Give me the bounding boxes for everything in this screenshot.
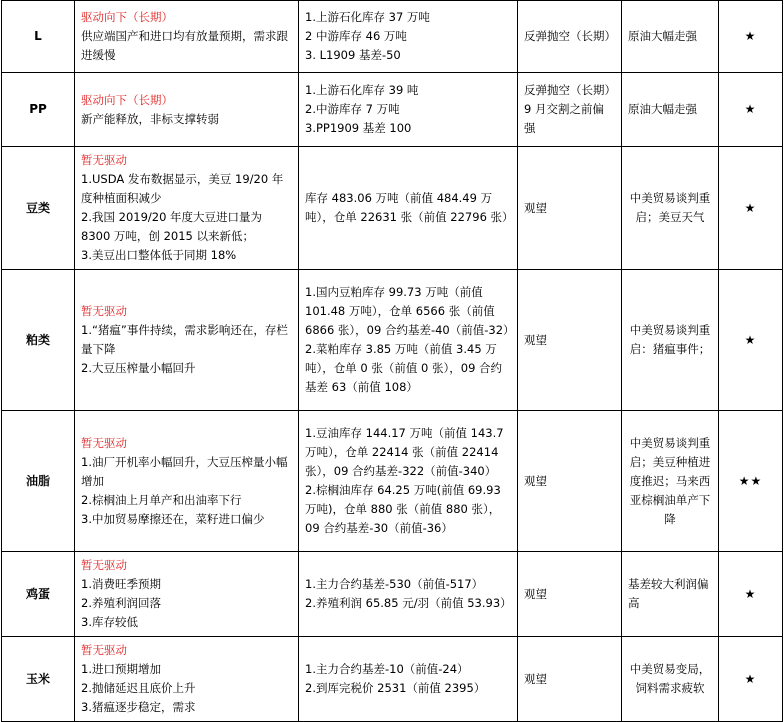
table-row <box>2 73 783 147</box>
table-body <box>2 1 783 722</box>
strategy-line: 反弹抛空（长期）9 月交割之前偏强 <box>524 83 611 135</box>
data-cell <box>299 147 518 270</box>
data-cell <box>299 1 518 73</box>
variety-cell: 鸡蛋 <box>2 552 75 637</box>
strategy-line: 观望 <box>524 671 547 686</box>
logic-line: 1.“猪瘟”事件持续，需求影响还在，存栏量下降 <box>81 323 288 356</box>
variety-cell: L <box>2 1 75 73</box>
data-line: 1.豆油库存 144.17 万吨（前值 143.7 万吨），仓单 22414 张（前值 22414 张），09 合约基差-322（前值-340） <box>305 426 504 478</box>
data-line: 2.养殖利润 65.85 元/羽（前值 53.93） <box>305 596 512 610</box>
strategy-line: 观望 <box>524 473 547 488</box>
driver-label: 暂无驱动 <box>81 558 127 572</box>
data-line: 1.上游石化库存 37 万吨 <box>305 10 430 24</box>
data-line: 3.PP1909 基差 100 <box>305 121 412 135</box>
variety-cell: 粕类 <box>2 270 75 411</box>
risk-cell <box>622 73 719 147</box>
rating-stars: ★ <box>719 73 783 147</box>
risk-cell <box>622 270 719 411</box>
strategy-cell <box>518 1 622 73</box>
risk-line: 中美贸易谈判重启：猪瘟事件； <box>629 323 711 356</box>
variety-cell: 油脂 <box>2 411 75 552</box>
logic-line: 1.油厂开机率小幅回升，大豆压榨量小幅增加 <box>81 454 288 488</box>
data-cell <box>299 411 518 552</box>
table-row <box>2 147 783 270</box>
rating-stars: ★ <box>719 552 783 637</box>
logic-line: 3.库存较低 <box>81 615 138 629</box>
strategy-cell <box>518 73 622 147</box>
logic-line: 3.猪瘟逐步稳定，需求 <box>81 700 196 714</box>
data-line: 2.到厍完税价 2531（前值 2395） <box>305 681 486 695</box>
strategy-line: 观望 <box>524 332 547 347</box>
data-line: 1.上游石化库存 39 吨 <box>305 83 419 97</box>
table-row <box>2 1 783 73</box>
logic-line: 2.抛储延迟且底价上升 <box>81 681 196 695</box>
strategy-line: 观望 <box>524 586 547 601</box>
risk-line: 原油大幅走强 <box>628 29 697 43</box>
strategy-line: 反弹抛空（长期） <box>524 29 616 43</box>
logic-cell <box>75 73 299 147</box>
risk-line: 中美贸易谈判重启；美豆天气 <box>629 191 711 224</box>
strategy-cell <box>518 552 622 637</box>
variety-cell: 豆类 <box>2 147 75 270</box>
table-row <box>2 637 783 722</box>
strategy-cell <box>518 270 622 411</box>
driver-label: 驱动向下（长期） <box>81 92 173 107</box>
logic-line: 1.消费旺季预期 <box>81 577 161 591</box>
rating-stars: ★ <box>719 637 783 722</box>
data-line: 2.棕榈油库存 64.25 万吨(前值 69.93 万吨)，仓单 880 张（前值 880 张），09 合约基差-30（前值-36） <box>305 483 501 535</box>
rating-stars: ★ <box>719 270 783 411</box>
variety-cell: 玉米 <box>2 637 75 722</box>
logic-line: 3.中加贸易摩擦还在，菜籽进口偏少 <box>81 511 265 526</box>
driver-label: 暂无驱动 <box>81 435 127 450</box>
risk-line: 基差较大利润偏高 <box>628 577 709 610</box>
logic-line: 2.养殖利润回落 <box>81 596 161 610</box>
logic-line: 1.进口预期增加 <box>81 662 161 676</box>
data-line: 1.国内豆粕库存 99.73 万吨（前值 101.48 万吨），仓单 6566 张（前值 6866 张），09 合约基差-40（前值-32） <box>305 285 515 337</box>
risk-line: 原油大幅走强 <box>628 102 697 116</box>
data-cell <box>299 270 518 411</box>
data-line: 2 中游库存 46 万吨 <box>305 29 407 43</box>
logic-line: 新产能释放，非标支撑转弱 <box>81 111 219 126</box>
risk-cell <box>622 147 719 270</box>
data-line: 2.中游库存 7 万吨 <box>305 102 400 116</box>
risk-cell <box>622 411 719 552</box>
logic-line: 3.美豆出口整体低于同期 18% <box>81 248 237 262</box>
data-line: 1.主力合约基差-10（前值-24） <box>305 662 469 676</box>
logic-line: 2.棕榈油上月单产和出油率下行 <box>81 492 242 507</box>
driver-label: 驱动向下（长期） <box>81 10 173 24</box>
strategy-cell <box>518 411 622 552</box>
variety-cell: PP <box>2 73 75 147</box>
data-cell <box>299 637 518 722</box>
logic-line: 供应端国产和进口均有放量预期，需求跟进缓慢 <box>81 29 288 62</box>
logic-cell <box>75 147 299 270</box>
risk-line: 中美贸易变局，饲料需求疲软 <box>629 662 711 695</box>
commodity-strategy-table <box>1 0 783 722</box>
data-line: 3. L1909 基差-50 <box>305 48 401 62</box>
risk-cell <box>622 1 719 73</box>
strategy-cell <box>518 637 622 722</box>
driver-label: 暂无驱动 <box>81 153 127 167</box>
strategy-cell <box>518 147 622 270</box>
data-line: 2.菜粕库存 3.85 万吨（前值 3.45 万吨），仓单 0 张（前值 0 张），09 合约基差 63（前值 108） <box>305 342 503 394</box>
logic-cell <box>75 637 299 722</box>
logic-cell <box>75 552 299 637</box>
table-row <box>2 552 783 637</box>
driver-label: 暂无驱动 <box>81 304 127 318</box>
table-row <box>2 411 783 552</box>
risk-cell <box>622 637 719 722</box>
risk-line: 中美贸易谈判重启；美豆种植进度推迟；马来西亚棕榈油单产下降 <box>629 435 711 526</box>
logic-line: 1.USDA 发布数据显示，美豆 19/20 年度种植面积减少 <box>81 172 284 205</box>
logic-cell <box>75 1 299 73</box>
strategy-line: 观望 <box>524 200 547 215</box>
risk-cell <box>622 552 719 637</box>
rating-stars: ★ <box>719 1 783 73</box>
logic-cell <box>75 270 299 411</box>
data-cell <box>299 73 518 147</box>
logic-line: 2.大豆压榨量小幅回升 <box>81 361 196 375</box>
rating-stars: ★ <box>719 147 783 270</box>
driver-label: 暂无驱动 <box>81 643 127 657</box>
data-cell <box>299 552 518 637</box>
logic-line: 2.我国 2019/20 年度大豆进口量为 8300 万吨，创 2015 以来新低； <box>81 210 263 243</box>
rating-stars: ★★ <box>719 411 783 552</box>
table-row <box>2 270 783 411</box>
logic-cell <box>75 411 299 552</box>
data-line: 库存 483.06 万吨（前值 484.49 万吨），仓单 22631 张（前值 22796 张） <box>305 191 514 224</box>
data-line: 1.主力合约基差-530（前值-517） <box>305 577 484 591</box>
